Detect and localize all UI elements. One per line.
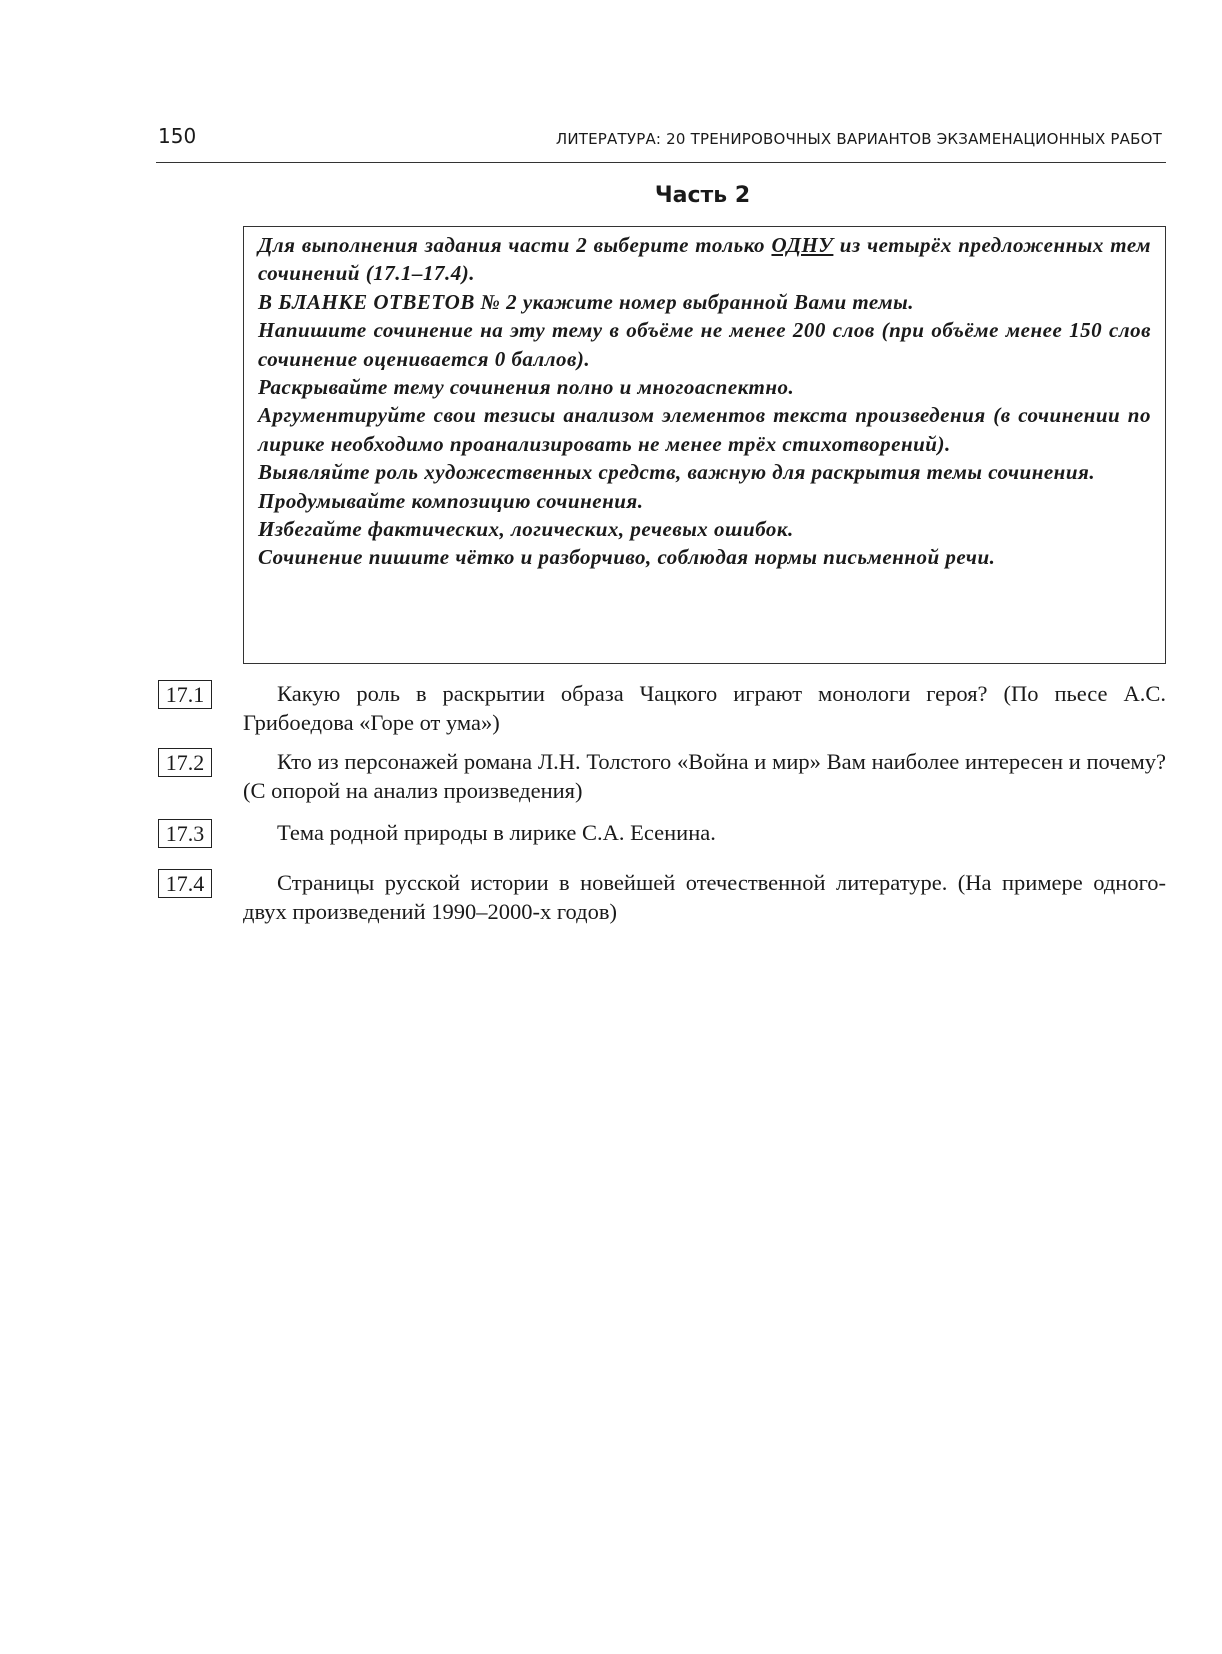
instruction-emphasis: ОДНУ [771, 233, 834, 257]
part-title: Часть 2 [654, 183, 751, 208]
task-17-2 [156, 747, 1166, 805]
instruction-legibility: Сочинение пишите чётко и разборчиво, соблюдая нормы письменной речи. [258, 545, 996, 570]
page-header [156, 120, 1166, 163]
task-17-3 [156, 818, 1166, 847]
task-number-box: 17.2 [158, 748, 212, 777]
task-text: Какую роль в раскрытии образа Чацкого играют монологи героя? (По пьесе А.С. Грибоедова «Горе от ума») [243, 681, 1166, 735]
instruction-word-count: Напишите сочинение на эту тему в объёме не менее 200 слов (при объёме менее 150 слов сочинение оценивается 0 баллов). [258, 318, 1151, 371]
task-17-1 [156, 679, 1166, 737]
instruction-text: из четырёх предложенных тем сочинений (17.1–17.4). [258, 233, 1151, 286]
task-number-box: 17.3 [158, 819, 212, 848]
instruction-choose-one [258, 231, 1151, 288]
instruction-composition: Продумывайте композицию сочинения. [258, 488, 644, 513]
task-number-box: 17.4 [158, 869, 212, 898]
instruction-artistic-means: Выявляйте роль художественных средств, важную для раскрытия темы сочинения. [258, 460, 1096, 485]
page-number: 150 [158, 124, 197, 148]
instruction-avoid-errors: Избегайте фактических, логических, речевых ошибок. [258, 517, 794, 542]
running-title: ЛИТЕРАТУРА: 20 ТРЕНИРОВОЧНЫХ ВАРИАНТОВ ЭКЗАМЕНАЦИОННЫХ РАБОТ [555, 130, 1162, 148]
task-text: Тема родной природы в лирике С.А. Есенина. [277, 820, 716, 845]
task-17-4 [156, 868, 1166, 926]
task-number-box: 17.1 [158, 680, 212, 709]
instruction-arguments: Аргументируйте свои тезисы анализом элементов текста произведения (в сочинении по лирике необходимо проанализировать не менее трёх стихотворений). [258, 403, 1151, 456]
task-text: Страницы русской истории в новейшей отечественной литературе. (На примере одного-двух произведений 1990–2000-х годов) [243, 870, 1166, 924]
instruction-answer-sheet: В БЛАНКЕ ОТВЕТОВ № 2 укажите номер выбранной Вами темы. [258, 289, 914, 314]
instructions-box [243, 226, 1166, 664]
instruction-full-coverage: Раскрывайте тему сочинения полно и многоаспектно. [258, 375, 795, 400]
instruction-text: Для выполнения задания части 2 выберите только [258, 233, 772, 257]
task-text: Кто из персонажей романа Л.Н. Толстого «Война и мир» Вам наиболее интересен и почему? (С опорой на анализ произведения) [243, 749, 1166, 803]
